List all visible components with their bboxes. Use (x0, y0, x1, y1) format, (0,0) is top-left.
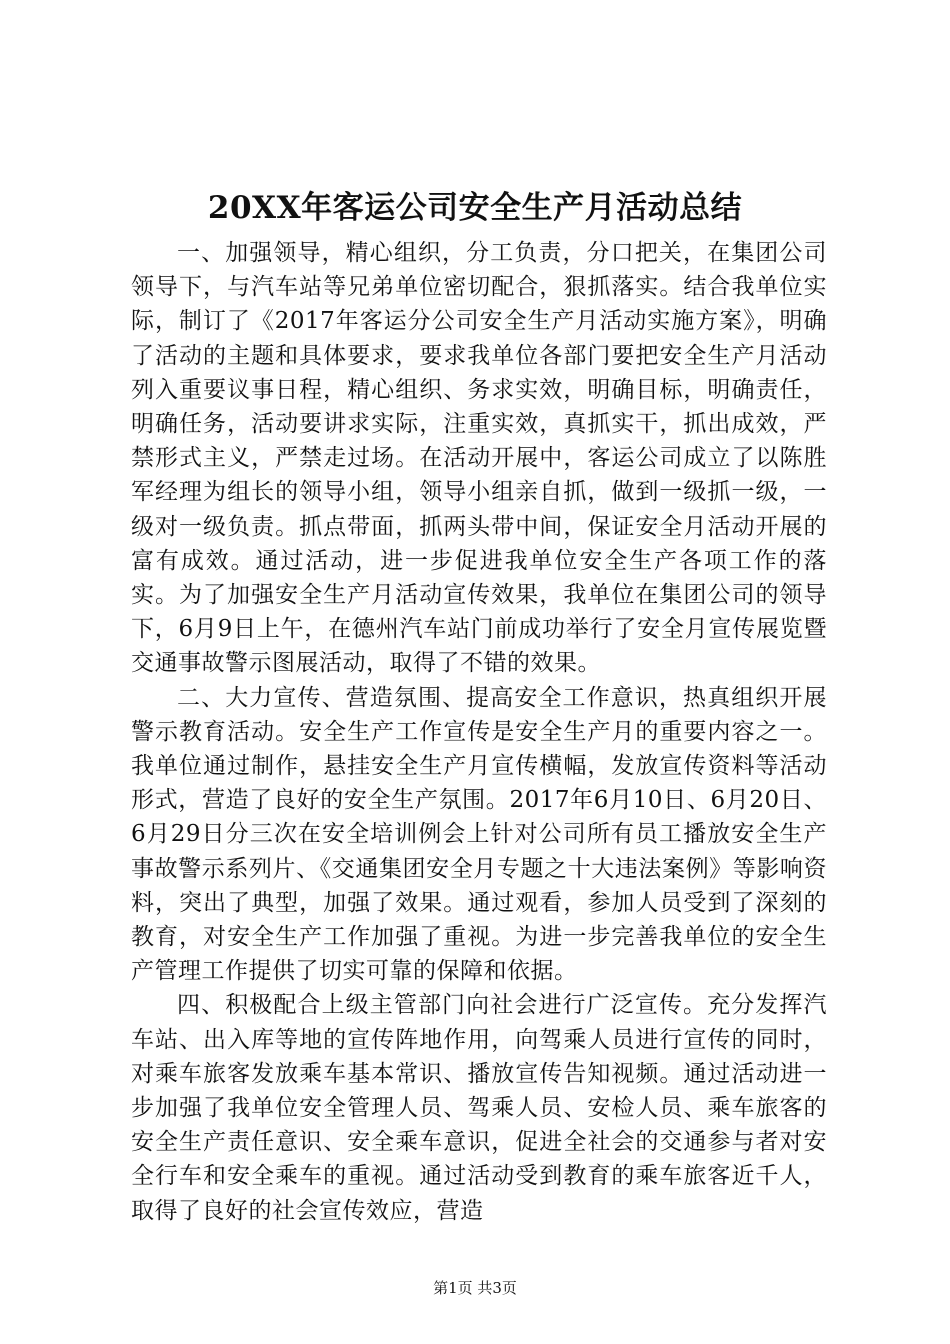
paragraph-1: 一、加强领导，精心组织，分工负责，分口把关，在集团公司领导下，与汽车站等兄弟单位密切配合，狠抓落实。结合我单位实际，制订了《2017年客运分公司安全生产月活动实施方案》，明确了活动的主题和具体要求，要求我单位各部门要把安全生产月活动列入重要议事日程，精心组织、务求实效，明确目标，明确责任，明确任务，活动要讲求实际，注重实效，真抓实干，抓出成效，严禁形式主义，严禁走过场。在活动开展中，客运公司成立了以陈胜军经理为组长的领导小组，领导小组亲自抓，做到一级抓一级，一级对一级负责。抓点带面，抓两头带中间，保证安全月活动开展的富有成效。通过活动，进一步促进我单位安全生产各项工作的落实。为了加强安全生产月活动宣传效果，我单位在集团公司的领导下，6月9日上午，在德州汽车站门前成功举行了安全月宣传展览暨交通事故警示图展活动，取得了不错的效果。 (131, 240, 827, 677)
paragraph-3: 四、积极配合上级主管部门向社会进行广泛宣传。充分发挥汽车站、出入库等地的宣传阵地作用，向驾乘人员进行宣传的同时，对乘车旅客发放乘车基本常识、播放宣传告知视频。通过活动进一步加强了我单位安全管理人员、驾乘人员、安检人员、乘车旅客的安全生产责任意识、安全乘车意识，促进全社会的交通参与者对安全行车和安全乘车的重视。通过活动受到教育的乘车旅客近千人，取得了良好的社会宣传效应，营造 (131, 992, 827, 1224)
document-body (131, 236, 827, 1228)
page-number-footer: 第1页 共3页 (433, 1279, 517, 1297)
document-title: 20XX年客运公司安全生产月活动总结 (207, 190, 743, 226)
paragraph-2: 二、大力宣传、营造氛围、提高安全工作意识，热真组织开展警示教育活动。安全生产工作宣传是安全生产月的重要内容之一。我单位通过制作，悬挂安全生产月宣传横幅，发放宣传资料等活动形式，营造了良好的安全生产氛围。2017年6月10日、6月20日、6月29日分三次在安全培训例会上针对公司所有员工播放安全生产事故警示系列片、《交通集团安全月专题之十大违法案例》等影响资料，突出了典型，加强了效果。通过观看，参加人员受到了深刻的教育，对安全生产工作加强了重视。为进一步完善我单位的安全生产管理工作提供了切实可靠的保障和依据。 (131, 684, 827, 985)
